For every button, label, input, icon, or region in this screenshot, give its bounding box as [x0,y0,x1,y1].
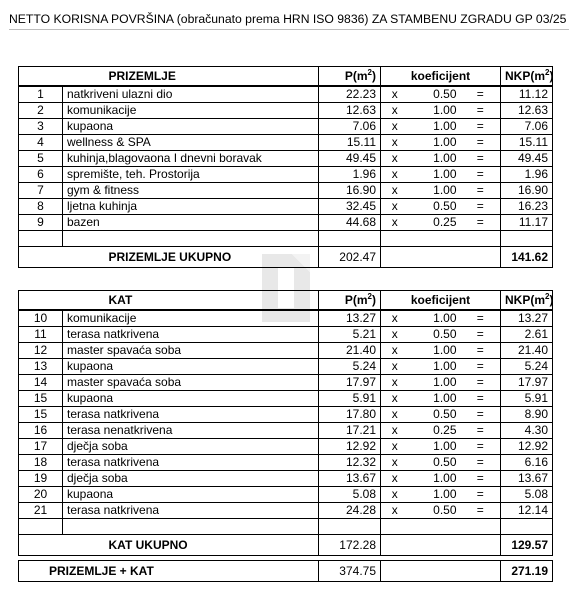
area-value: 17.97 [319,375,381,391]
multiply-sign: x [381,391,409,407]
room-name: kupaona [63,359,319,375]
area-value: 21.40 [319,343,381,359]
room-name: dječja soba [63,471,319,487]
equals-sign: = [461,215,501,231]
total-nkp: 129.57 [501,535,553,556]
nkp-value: 11.12 [501,86,553,103]
table-row [19,151,553,167]
room-name: kuhinja,blagovaona I dnevni boravak [63,151,319,167]
nkp-value: 8.90 [501,407,553,423]
multiply-sign: x [381,183,409,199]
row-number: 12 [19,343,63,359]
table-row [19,183,553,199]
row-number: 7 [19,183,63,199]
row-number: 14 [19,375,63,391]
equals-sign: = [461,407,501,423]
coefficient-value: 1.00 [409,471,461,487]
room-name: natkriveni ulazni dio [63,86,319,103]
coefficient-value: 1.00 [409,310,461,327]
table-row [19,407,553,423]
table-row [19,471,553,487]
blank-row [19,519,553,535]
coefficient-value: 0.25 [409,423,461,439]
table-row [19,310,553,327]
table-row [19,135,553,151]
area-value: 32.45 [319,199,381,215]
multiply-sign: x [381,86,409,103]
table-row [19,487,553,503]
equals-sign: = [461,487,501,503]
multiply-sign: x [381,167,409,183]
coefficient-value: 0.50 [409,86,461,103]
nkp-value: 13.67 [501,471,553,487]
nkp-value: 12.92 [501,439,553,455]
area-value: 7.06 [319,119,381,135]
row-number: 5 [19,151,63,167]
equals-sign: = [461,119,501,135]
header-p: $P(m^2)$ [319,67,381,87]
equals-sign: = [461,423,501,439]
equals-sign: = [461,199,501,215]
coefficient-value: 1.00 [409,151,461,167]
equals-sign: = [461,310,501,327]
multiply-sign: x [381,423,409,439]
multiply-sign: x [381,151,409,167]
table-row [19,503,553,519]
row-number: 17 [19,439,63,455]
header-koeficijent: koeficijent [381,291,501,311]
room-name: master spavaća soba [63,343,319,359]
section-heading-prizemlje: PRIZEMLJE [63,67,319,87]
multiply-sign: x [381,215,409,231]
room-name: spremište, teh. Prostorija [63,167,319,183]
multiply-sign: x [381,439,409,455]
coefficient-value: 1.00 [409,183,461,199]
coefficient-value: 1.00 [409,375,461,391]
nkp-value: 12.14 [501,503,553,519]
equals-sign: = [461,135,501,151]
header-koeficijent: koeficijent [381,67,501,87]
multiply-sign: x [381,199,409,215]
equals-sign: = [461,103,501,119]
table-row [19,391,553,407]
room-name: komunikacije [63,310,319,327]
multiply-sign: x [381,455,409,471]
table-row [19,215,553,231]
equals-sign: = [461,359,501,375]
room-name: terasa nenatkrivena [63,423,319,439]
row-number: 16 [19,423,63,439]
row-number: 21 [19,503,63,519]
equals-sign: = [461,455,501,471]
table-row [19,199,553,215]
multiply-sign: x [381,375,409,391]
room-name: terasa natkrivena [63,455,319,471]
coefficient-value: 1.00 [409,391,461,407]
area-value: 17.80 [319,407,381,423]
area-value: 5.91 [319,391,381,407]
room-name: kupaona [63,119,319,135]
table-row [19,423,553,439]
nkp-value: 21.40 [501,343,553,359]
total-p: 202.47 [319,247,381,268]
multiply-sign: x [381,343,409,359]
multiply-sign: x [381,135,409,151]
room-name: dječja soba [63,439,319,455]
table-row [19,375,553,391]
header-nkp: $NKP(m^2)$ [501,67,553,87]
area-value: 17.21 [319,423,381,439]
room-name: ljetna kuhinja [63,199,319,215]
nkp-value: 11.17 [501,215,553,231]
equals-sign: = [461,503,501,519]
header-p: $P(m^2)$ [319,291,381,311]
row-number: 2 [19,103,63,119]
row-number: 3 [19,119,63,135]
row-number: 9 [19,215,63,231]
coefficient-value: 0.50 [409,503,461,519]
table-row [19,439,553,455]
row-number: 1 [19,86,63,103]
section-heading-kat: KAT [63,291,319,311]
area-value: 12.63 [319,103,381,119]
multiply-sign: x [381,327,409,343]
room-name: master spavaća soba [63,375,319,391]
nkp-value: 49.45 [501,151,553,167]
prizemlje-header-row [19,67,553,87]
room-name: bazen [63,215,319,231]
grand-total-label: PRIZEMLJE + KAT [19,561,319,582]
multiply-sign: x [381,119,409,135]
nkp-value: 1.96 [501,167,553,183]
multiply-sign: x [381,103,409,119]
multiply-sign: x [381,359,409,375]
nkp-value: 16.23 [501,199,553,215]
header-nkp: $NKP(m^2)$ [501,291,553,311]
table-row [19,103,553,119]
blank-row [19,231,553,247]
total-label: PRIZEMLJE UKUPNO [63,247,319,268]
row-number: 15 [19,391,63,407]
area-value: 24.28 [319,503,381,519]
equals-sign: = [461,86,501,103]
coefficient-value: 1.00 [409,359,461,375]
nkp-value: 5.24 [501,359,553,375]
nkp-value: 6.16 [501,455,553,471]
multiply-sign: x [381,310,409,327]
table-row [19,455,553,471]
equals-sign: = [461,439,501,455]
coefficient-value: 1.00 [409,487,461,503]
grand-total-nkp: 271.19 [501,561,553,582]
room-name: gym & fitness [63,183,319,199]
table-row [19,167,553,183]
multiply-sign: x [381,503,409,519]
equals-sign: = [461,151,501,167]
kat-table [18,290,553,582]
equals-sign: = [461,471,501,487]
row-number: 18 [19,455,63,471]
total-nkp: 141.62 [501,247,553,268]
area-value: 22.23 [319,86,381,103]
equals-sign: = [461,391,501,407]
area-value: 13.27 [319,310,381,327]
row-number: 8 [19,199,63,215]
coefficient-value: 0.50 [409,455,461,471]
room-name: terasa natkrivena [63,407,319,423]
area-value: 1.96 [319,167,381,183]
equals-sign: = [461,183,501,199]
row-number: 6 [19,167,63,183]
room-name: terasa natkrivena [63,503,319,519]
area-value: 13.67 [319,471,381,487]
room-name: komunikacije [63,103,319,119]
nkp-value: 5.91 [501,391,553,407]
kat-total-row [19,535,553,556]
nkp-value: 12.63 [501,103,553,119]
total-p: 172.28 [319,535,381,556]
coefficient-value: 1.00 [409,135,461,151]
row-number: 13 [19,359,63,375]
equals-sign: = [461,375,501,391]
coefficient-value: 0.50 [409,199,461,215]
prizemlje-total-row [19,247,553,268]
nkp-value: 15.11 [501,135,553,151]
row-number: 15 [19,407,63,423]
table-row [19,86,553,103]
grand-total-p: 374.75 [319,561,381,582]
area-value: 15.11 [319,135,381,151]
equals-sign: = [461,343,501,359]
coefficient-value: 1.00 [409,119,461,135]
table-row [19,327,553,343]
coefficient-value: 1.00 [409,103,461,119]
room-name: wellness & SPA [63,135,319,151]
multiply-sign: x [381,407,409,423]
nkp-value: 4.30 [501,423,553,439]
nkp-value: 16.90 [501,183,553,199]
table-row [19,343,553,359]
coefficient-value: 1.00 [409,343,461,359]
row-number: 20 [19,487,63,503]
prizemlje-table [18,66,553,268]
row-number: 19 [19,471,63,487]
area-value: 44.68 [319,215,381,231]
nkp-value: 17.97 [501,375,553,391]
total-label: KAT UKUPNO [63,535,319,556]
area-value: 16.90 [319,183,381,199]
area-value: 5.24 [319,359,381,375]
area-value: 12.92 [319,439,381,455]
area-value: 49.45 [319,151,381,167]
coefficient-value: 0.50 [409,407,461,423]
coefficient-value: 0.25 [409,215,461,231]
row-number: 4 [19,135,63,151]
coefficient-value: 1.00 [409,439,461,455]
room-name: kupaona [63,391,319,407]
room-name: terasa natkrivena [63,327,319,343]
table-row [19,119,553,135]
area-value: 5.08 [319,487,381,503]
equals-sign: = [461,167,501,183]
nkp-value: 2.61 [501,327,553,343]
area-value: 12.32 [319,455,381,471]
nkp-value: 7.06 [501,119,553,135]
multiply-sign: x [381,487,409,503]
table-row [19,359,553,375]
grand-total-row [19,561,553,582]
nkp-value: 5.08 [501,487,553,503]
room-name: kupaona [63,487,319,503]
coefficient-value: 1.00 [409,167,461,183]
row-number: 11 [19,327,63,343]
coefficient-value: 0.50 [409,327,461,343]
equals-sign: = [461,327,501,343]
document-title: NETTO KORISNA POVRŠINA (obračunato prema HRN ISO 9836) ZA STAMBENU ZGRADU GP 03/25 [9,9,569,30]
multiply-sign: x [381,471,409,487]
nkp-value: 13.27 [501,310,553,327]
kat-header-row [19,291,553,311]
area-value: 5.21 [319,327,381,343]
row-number: 10 [19,310,63,327]
